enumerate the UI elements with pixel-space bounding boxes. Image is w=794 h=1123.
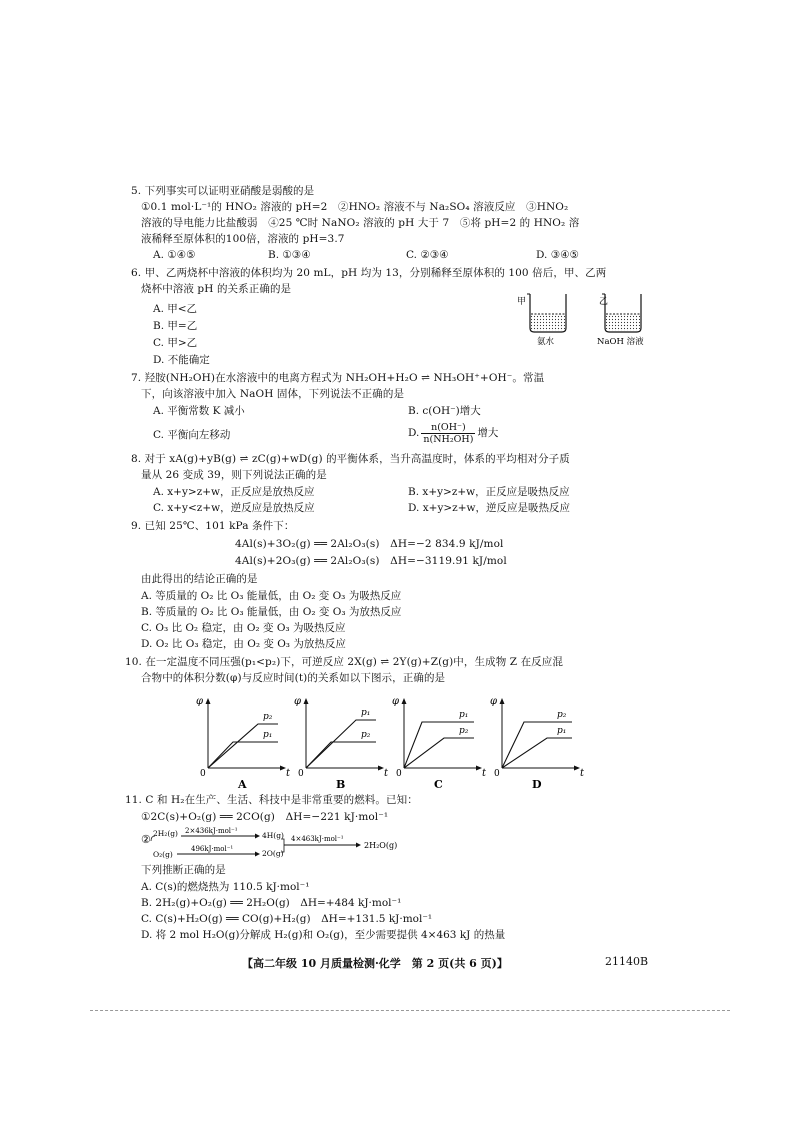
q5-option-c: C. ②③④ <box>406 249 449 261</box>
q11-option-d: D. 将 2 mol H₂O(g)分解成 H₂(g)和 O₂(g)，至少需要提供 4×463 kJ 的热量 <box>141 929 506 941</box>
beaker-left-icon <box>527 294 566 332</box>
upper-curve <box>306 720 376 768</box>
footer-code: 21140B <box>605 955 649 968</box>
y-axis-arrow-icon <box>206 698 211 704</box>
origin-label: 0 <box>200 769 206 779</box>
lower-curve <box>502 738 572 768</box>
q7-stem-1: 7. 羟胺(NH₂OH)在水溶液中的电离方程式为 NH₂OH+H₂O ⇌ NH₃OH⁺+OH⁻。常温 <box>131 372 545 384</box>
q5-stem: 5. 下列事实可以证明亚硝酸是弱酸的是 <box>131 185 315 197</box>
beaker-left-tag: 甲 <box>517 297 527 307</box>
upper-label: p₁ <box>459 710 469 720</box>
divider <box>90 1010 730 1011</box>
q10-graph-c <box>392 696 487 791</box>
graph-label: A <box>238 778 247 791</box>
q11-energy-diagram <box>141 826 421 860</box>
origin-label: 0 <box>494 769 500 779</box>
q9-option-c: C. O₃ 比 O₂ 稳定，由 O₂ 变 O₃ 为吸热反应 <box>141 622 346 634</box>
footer-title: 【高二年级 10 月质量检测·化学 第 2 页(共 6 页)】 <box>242 957 508 970</box>
q9-equation-2: 4Al(s)+2O₃(g) ══ 2Al₂O₃(s) ΔH=−3119.91 kJ/mol <box>235 555 507 567</box>
graph-label: C <box>434 778 443 791</box>
fraction-denominator: n(NH₂OH) <box>423 433 474 445</box>
h-atoms: 4H(g) <box>262 831 284 840</box>
q11-question: 下列推断正确的是 <box>141 864 226 876</box>
q6-option-c: C. 甲>乙 <box>153 337 198 349</box>
q11-option-a: A. C(s)的燃烧热为 110.5 kJ·mol⁻¹ <box>141 881 310 893</box>
q7-option-d-fraction <box>421 422 475 445</box>
graph-label: D <box>532 778 542 791</box>
q6-option-b: B. 甲=乙 <box>153 320 198 332</box>
o-atoms: 2O(g) <box>262 849 284 858</box>
x-axis-label: t <box>580 768 585 779</box>
q9-option-d: D. O₂ 比 O₃ 稳定，由 O₂ 变 O₃ 为放热反应 <box>141 638 346 650</box>
lower-curve <box>306 742 376 768</box>
y-axis-label: φ <box>490 696 498 707</box>
q9-option-b: B. 等质量的 O₂ 比 O₃ 能量低，由 O₂ 变 O₃ 为放热反应 <box>141 606 402 618</box>
q11-stem: 11. C 和 H₂在生产、生活、科技中是非常重要的燃料。已知： <box>125 794 418 806</box>
q10-stem-1: 10. 在一定温度不同压强(p₁<p₂)下，可逆反应 2X(g) ⇌ 2Y(g)+Z(g)中，生成物 Z 在反应混 <box>125 656 563 668</box>
q5-line3: 液稀释至原体积的100倍，溶液的 pH=3.7 <box>141 233 345 245</box>
h2-bond-energy: 2×436kJ·mol⁻¹ <box>185 827 238 835</box>
lower-label: p₁ <box>263 730 273 740</box>
q11-option-b: B. 2H₂(g)+O₂(g) ══ 2H₂O(g) ΔH=+484 kJ·mol⁻¹ <box>141 897 402 909</box>
q10-graph-d <box>490 696 585 791</box>
q8-option-b: B. x+y>z+w，正反应是吸热反应 <box>408 486 570 498</box>
q9-conclusion: 由此得出的结论正确的是 <box>141 573 258 585</box>
beaker-right-tag: 乙 <box>599 297 609 307</box>
graph-label: B <box>336 778 346 791</box>
q6-option-d: D. 不能确定 <box>153 354 210 366</box>
q6-stem-1: 6. 甲、乙两烧杯中溶液的体积均为 20 mL，pH 均为 13，分别稀释至原体积的 100 倍后，甲、乙两 <box>131 267 607 279</box>
q5-line1: ①0.1 mol·L⁻¹的 HNO₂ 溶液的 pH=2 ②HNO₂ 溶液不与 Na₂SO₄ 溶液反应 ③HNO₂ <box>141 201 569 213</box>
q10-graphs <box>190 694 590 794</box>
q9-option-a: A. 等质量的 O₂ 比 O₃ 能量低，由 O₂ 变 O₃ 为吸热反应 <box>141 590 402 602</box>
o2-reactant: O₂(g) <box>153 850 173 859</box>
y-axis-arrow-icon <box>402 698 407 704</box>
x-axis-label: t <box>482 768 487 779</box>
q8-option-a: A. x+y>z+w，正反应是放热反应 <box>153 486 315 498</box>
beaker-right-label: NaOH 溶液 <box>597 337 644 347</box>
y-axis-label: φ <box>392 696 400 707</box>
o2-bond-energy: 496kJ·mol⁻¹ <box>191 845 234 853</box>
beaker-left-label: 氨水 <box>537 337 555 347</box>
q8-stem-1: 8. 对于 xA(g)+yB(g) ⇌ zC(g)+wD(g) 的平衡体系，当升高温度时，体系的平均相对分子质 <box>131 453 570 465</box>
water-product: 2H₂O(g) <box>364 841 398 850</box>
q10-graph-b <box>294 696 389 791</box>
q11-option-c: C. C(s)+H₂O(g) ══ CO(g)+H₂(g) ΔH=+131.5 kJ·mol⁻¹ <box>141 913 433 925</box>
origin-label: 0 <box>298 769 304 779</box>
q7-option-a: A. 平衡常数 K 减小 <box>153 405 245 417</box>
h2-reactant: 2H₂(g) <box>153 829 178 838</box>
q7-option-c: C. 平衡向左移动 <box>153 429 231 441</box>
upper-label: p₁ <box>361 708 371 718</box>
y-axis-arrow-icon <box>500 698 505 704</box>
q7-stem-2: 下，向该溶液中加入 NaOH 固体，下列说法不正确的是 <box>141 388 405 400</box>
q8-option-c: C. x+y<z+w，逆反应是放热反应 <box>153 502 315 514</box>
formation-energy: 4×463kJ·mol⁻¹ <box>291 835 344 843</box>
y-axis-arrow-icon <box>304 698 309 704</box>
y-axis-label: φ <box>196 696 204 707</box>
q5-line2: 溶液的导电能力比盐酸弱 ④25 ℃时 NaNO₂ 溶液的 pH 大于 7 ⑤将 pH=2 的 HNO₂ 溶 <box>141 217 580 229</box>
q8-stem-2: 量从 26 变成 39，则下列说法正确的是 <box>141 469 327 481</box>
upper-label: p₂ <box>557 710 567 720</box>
fraction-numerator: n(OH⁻) <box>421 422 475 434</box>
q7-option-d-suffix: 增大 <box>477 427 499 439</box>
q9-stem: 9. 已知 25℃、101 kPa 条件下： <box>131 520 295 532</box>
lower-label: p₂ <box>459 726 469 736</box>
y-axis-label: φ <box>294 696 302 707</box>
q5-option-b: B. ①③④ <box>268 249 311 261</box>
q10-stem-2: 合物中的体积分数(φ)与反应时间(t)的关系如以下图示，正确的是 <box>141 672 446 684</box>
lower-curve <box>208 742 278 768</box>
beakers-figure <box>515 288 665 348</box>
q7-option-d <box>408 421 498 445</box>
q7-option-b: B. c(OH⁻)增大 <box>408 405 481 417</box>
lower-label: p₁ <box>557 726 567 736</box>
origin-label: 0 <box>396 769 402 779</box>
eq2-number: ② <box>141 833 151 846</box>
q6-stem-2: 烧杯中溶液 pH 的关系正确的是 <box>141 283 292 295</box>
q9-equation-1: 4Al(s)+3O₂(g) ══ 2Al₂O₃(s) ΔH=−2 834.9 kJ/mol <box>235 538 504 550</box>
q7-option-d-prefix: D. <box>408 427 420 439</box>
upper-label: p₂ <box>263 712 273 722</box>
x-axis-label: t <box>286 768 291 779</box>
q5-option-d: D. ③④⑤ <box>536 249 579 261</box>
q5-option-a: A. ①④⑤ <box>153 249 196 261</box>
q11-equation-1: ①2C(s)+O₂(g) ══ 2CO(g) ΔH=−221 kJ·mol⁻¹ <box>141 811 389 823</box>
lower-label: p₂ <box>361 730 371 740</box>
q6-option-a: A. 甲<乙 <box>153 303 198 315</box>
q10-graph-a <box>196 696 291 791</box>
x-axis-label: t <box>384 768 389 779</box>
q8-option-d: D. x+y>z+w，逆反应是吸热反应 <box>408 502 570 514</box>
